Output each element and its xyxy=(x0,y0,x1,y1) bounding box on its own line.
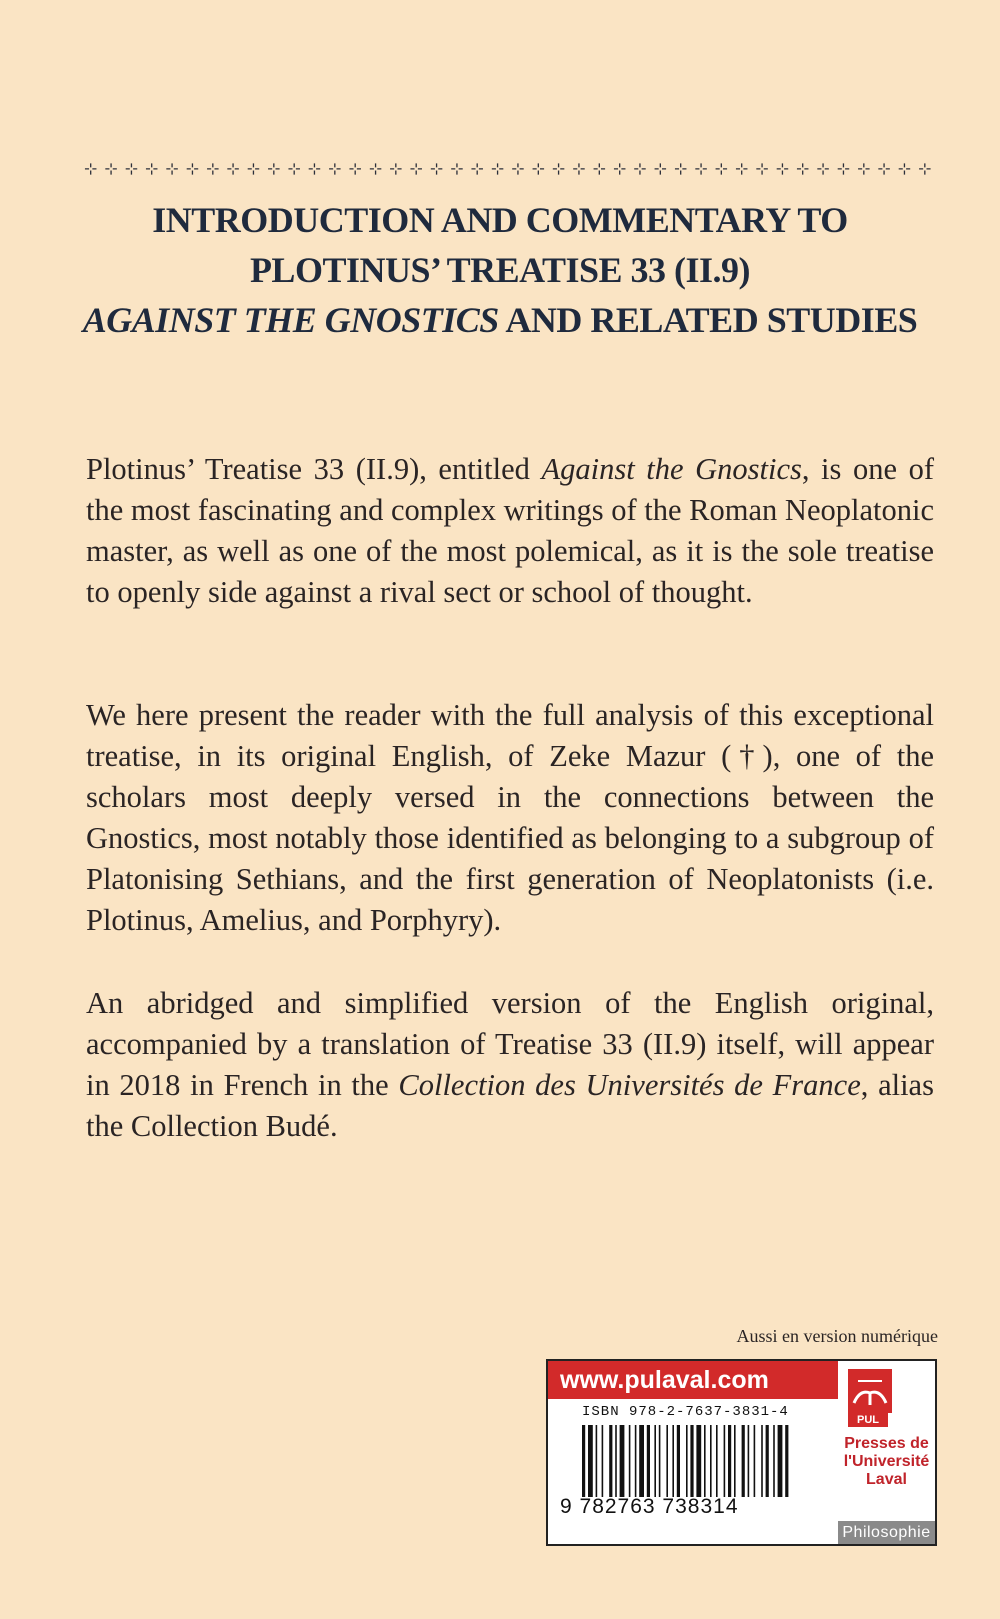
ornament-glyph: ⊹ xyxy=(633,158,647,178)
p3-text-a: An abridged and simplified version of the English original, accompanied by a translation of Treatise 33 (II.9) itself, will appear in 2018 in French in the xyxy=(86,986,934,1102)
ornament-glyph: ⊹ xyxy=(816,158,830,178)
ornament-glyph: ⊹ xyxy=(246,158,261,178)
ornament-glyph: ⊹ xyxy=(267,158,281,178)
ornament-glyph: ⊹ xyxy=(694,158,708,178)
ornament-glyph: ⊹ xyxy=(185,158,200,178)
publisher-barcode-panel xyxy=(546,1359,937,1546)
ornament-glyph: ⊹ xyxy=(653,158,668,178)
pul-logo-label: PUL xyxy=(848,1413,888,1427)
p3-text-b: , alias the Collection Budé. xyxy=(86,1068,934,1143)
ornament-glyph: ⊹ xyxy=(755,158,769,178)
ornament-glyph: ⊹ xyxy=(897,158,912,178)
isbn-text: ISBN 978-2-7637-3831-4 xyxy=(582,1404,789,1420)
ornament-glyph: ⊹ xyxy=(531,158,545,178)
publisher-name xyxy=(838,1435,935,1489)
ornament-glyph: ⊹ xyxy=(165,158,179,178)
ornament-glyph: ⊹ xyxy=(470,158,484,178)
ornament-glyph: ⊹ xyxy=(307,158,322,178)
ornament-glyph: ⊹ xyxy=(572,158,586,178)
paragraph-1 xyxy=(86,449,934,613)
title-italic: AGAINST THE GNOSTICS xyxy=(82,300,499,340)
p1-text-a: Plotinus’ Treatise 33 (II.9), entitled xyxy=(86,452,542,486)
ornament-glyph: ⊹ xyxy=(857,158,871,178)
ornament-glyph: ⊹ xyxy=(918,158,932,178)
paragraph-3 xyxy=(86,983,934,1147)
publisher-logo-block xyxy=(838,1361,935,1521)
title-line-3-rest: AND RELATED STUDIES xyxy=(498,300,918,340)
publisher-name-line-1: Presses de xyxy=(844,1435,929,1452)
ornament-glyph: ⊹ xyxy=(450,158,464,178)
title-line-2: PLOTINUS’ TREATISE 33 (II.9) xyxy=(249,250,751,290)
ornament-glyph: ⊹ xyxy=(592,158,606,178)
barcode-digits: 9 782763 738314 xyxy=(560,1495,739,1518)
p1-text-b: , is one of the most fascinating and complex writings of the Roman Neoplatonic master, as well as one of the most polemical, as it is the sole treatise to openly side against a rival sect or school of thought. xyxy=(86,452,935,609)
publisher-name-line-2: l'Université xyxy=(843,1453,930,1470)
ornament-glyph: ⊹ xyxy=(287,158,301,178)
ornament-glyph: ⊹ xyxy=(226,158,240,178)
ornament-glyph: ⊹ xyxy=(490,158,505,178)
ornament-glyph: ⊹ xyxy=(145,158,159,178)
book-title xyxy=(60,195,940,345)
ornament-glyph: ⊹ xyxy=(714,158,729,178)
ornament-glyph: ⊹ xyxy=(409,158,423,178)
p3-italic: Collection des Universités de France xyxy=(398,1068,861,1102)
title-line-1: INTRODUCTION AND COMMENTARY TO xyxy=(152,200,848,240)
ornament-glyph: ⊹ xyxy=(836,158,851,178)
ornament-glyph: ⊹ xyxy=(124,158,139,178)
ornament-glyph: ⊹ xyxy=(328,158,342,178)
ornament-glyph: ⊹ xyxy=(368,158,383,178)
ornament-glyph: ⊹ xyxy=(551,158,566,178)
category-label: Philosophie xyxy=(838,1521,935,1544)
ornament-glyph: ⊹ xyxy=(673,158,688,178)
publisher-name-line-3: Laval xyxy=(866,1471,907,1488)
barcode xyxy=(582,1425,818,1497)
ornament-glyph: ⊹ xyxy=(348,158,362,178)
ornamental-divider xyxy=(84,158,932,178)
ornament-glyph: ⊹ xyxy=(84,158,98,178)
ornament-glyph: ⊹ xyxy=(796,158,810,178)
ornament-glyph: ⊹ xyxy=(389,158,403,178)
paragraph-2: We here present the reader with the full analysis of this exceptional treatise, in its original English, of Zeke Mazur (†), one of the scholars most deeply versed in the connections between the Gnostics, most notably those identified as belonging to a subgroup of Platonising Sethians, and the first generation of Neoplatonists (i.e. Plotinus, Amelius, and Porphyry). xyxy=(86,698,934,937)
p1-italic: Against the Gnostics xyxy=(541,452,802,486)
pul-logo-icon xyxy=(846,1367,894,1415)
ornament-glyph: ⊹ xyxy=(511,158,525,178)
ornament-glyph: ⊹ xyxy=(206,158,220,178)
digital-version-note: Aussi en version numérique xyxy=(736,1326,938,1346)
ornament-glyph: ⊹ xyxy=(104,158,118,178)
ornament-glyph: ⊹ xyxy=(877,158,891,178)
ornament-glyph: ⊹ xyxy=(612,158,627,178)
ornament-glyph: ⊹ xyxy=(775,158,790,178)
title-line-3 xyxy=(60,295,940,345)
publisher-url[interactable]: www.pulaval.com xyxy=(548,1361,838,1399)
ornament-glyph: ⊹ xyxy=(735,158,749,178)
ornament-glyph: ⊹ xyxy=(429,158,444,178)
